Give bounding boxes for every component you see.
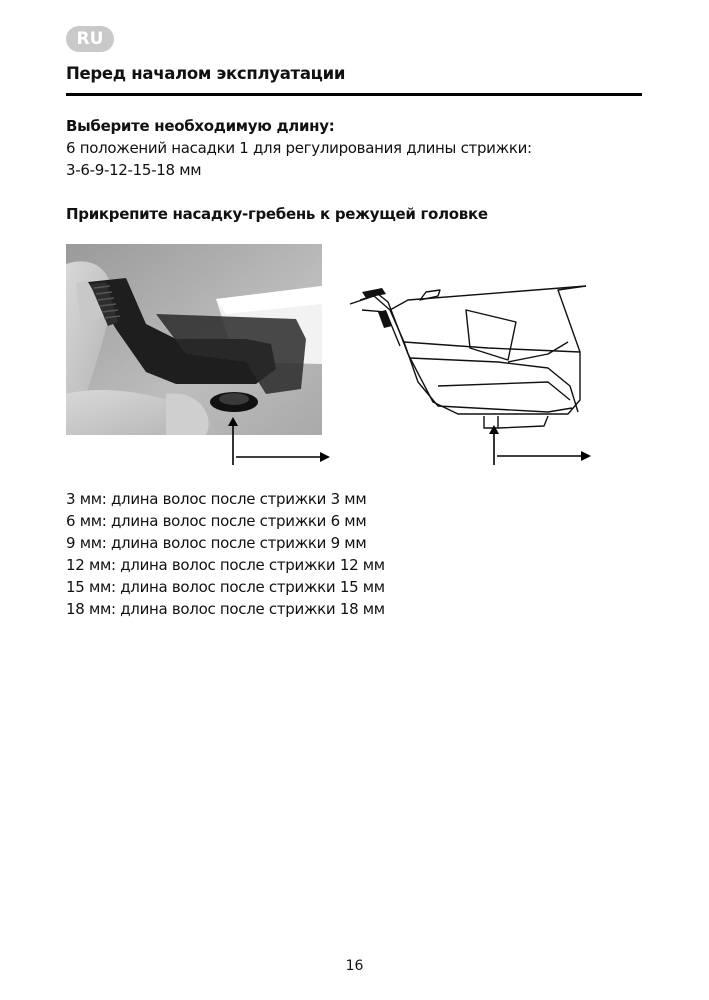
list-item: 12 мм: длина волос после стрижки 12 мм (66, 556, 385, 574)
list-item: 9 мм: длина волос после стрижки 9 мм (66, 534, 367, 552)
length-heading: Выберите необходимую длину: (66, 117, 335, 135)
list-item: 15 мм: длина волос после стрижки 15 мм (66, 578, 385, 596)
language-badge: RU (66, 26, 114, 52)
list-item: 6 мм: длина волос после стрижки 6 мм (66, 512, 367, 530)
section-title: Перед началом эксплуатации (66, 64, 346, 83)
right-arrow-right (497, 449, 591, 463)
length-list (66, 488, 385, 620)
length-values: 3-6-9-12-15-18 мм (66, 161, 202, 179)
attach-heading: Прикрепите насадку-гребень к режущей головке (66, 205, 488, 223)
right-arrow-left (236, 450, 330, 464)
list-item: 3 мм: длина волос после стрижки 3 мм (66, 490, 367, 508)
clipper-photo (66, 244, 322, 435)
title-rule (66, 93, 642, 96)
list-item: 18 мм: длина волос после стрижки 18 мм (66, 600, 385, 618)
length-description: 6 положений насадки 1 для регулирования длины стрижки: (66, 139, 532, 157)
page-number: 16 (345, 958, 364, 974)
clipper-line-drawing (348, 282, 586, 442)
